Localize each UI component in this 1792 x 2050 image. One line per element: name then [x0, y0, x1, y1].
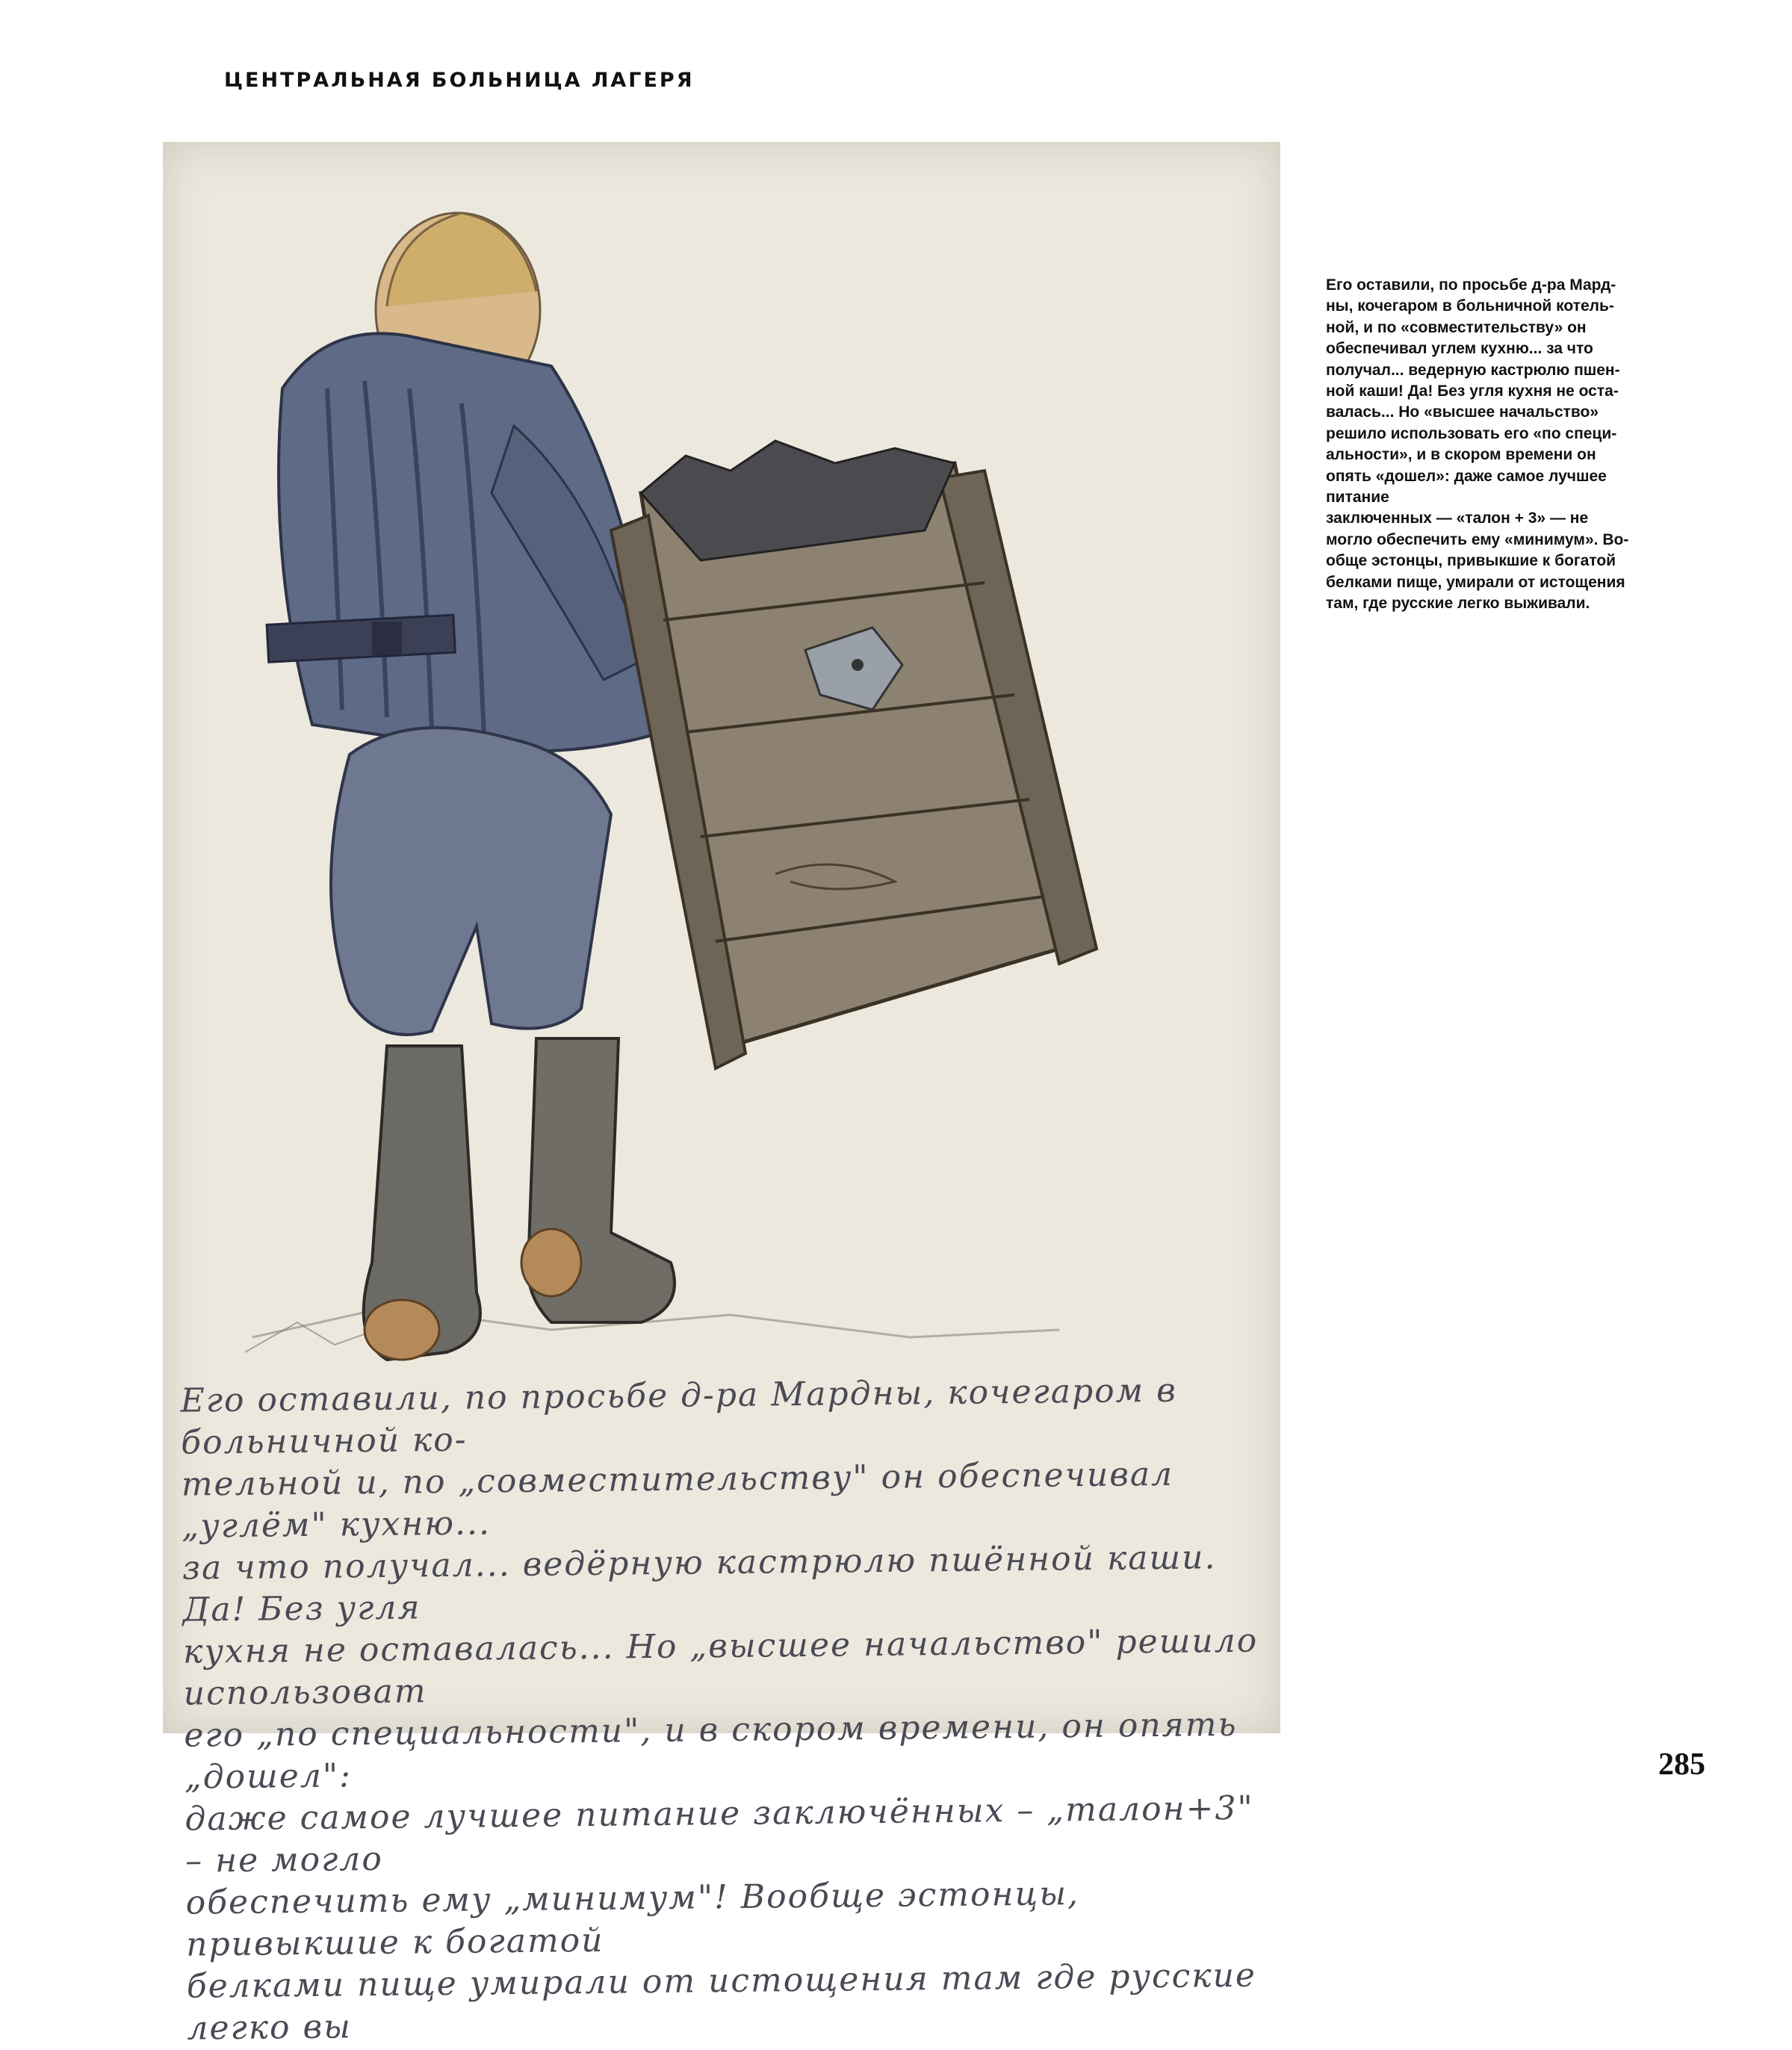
stoker-carrying-coal-box-drawing	[163, 142, 1280, 1382]
page-number: 285	[1658, 1747, 1705, 1782]
illustration-plate	[163, 142, 1280, 2048]
running-head: ЦЕНТРАЛЬНАЯ БОЛЬНИЦА ЛАГЕРЯ	[224, 69, 695, 92]
handwritten-caption: Его оставили, по просьбе д-ра Мардны, кочегаром в больничной ко- тельной и, по „совместительству" он обеспечивал „углём" кухню... за что получал... ведёрную кастрюлю пшённой каши. Да! Без угля кухня не оставалась... Но „высшее начальство" решило использоват его „по специальности", и в скором времени, он опять „дошел": даже самое лучшее питание заключённых – „талон+3" – не могло обеспечить ему „минимум"! Вообще эстонцы, привыкшие к богатой белками пище умирали от истощения там где русские легко вы	[180, 1371, 1259, 2048]
caption-text: Его оставили, по просьбе д-ра Мард- ны, кочегаром в больничной котель- ной, и по «совместительству» он обеспечивал углем кухню... за что получал... ведерную кастрюлю пшен- ной каши! Да! Без угля кухня не оста- валась... Но «высшее начальство» решило использовать его «по специ- альности», и в скором времени он опять «дошел»: даже самое лучшее питание заключенных — «талон + 3» — не могло обеспечить ему «минимум». Во- обще эстонцы, привыкшие к богатой белками пище, умирали от истощения там, где русские легко выживали.	[1326, 276, 1629, 613]
